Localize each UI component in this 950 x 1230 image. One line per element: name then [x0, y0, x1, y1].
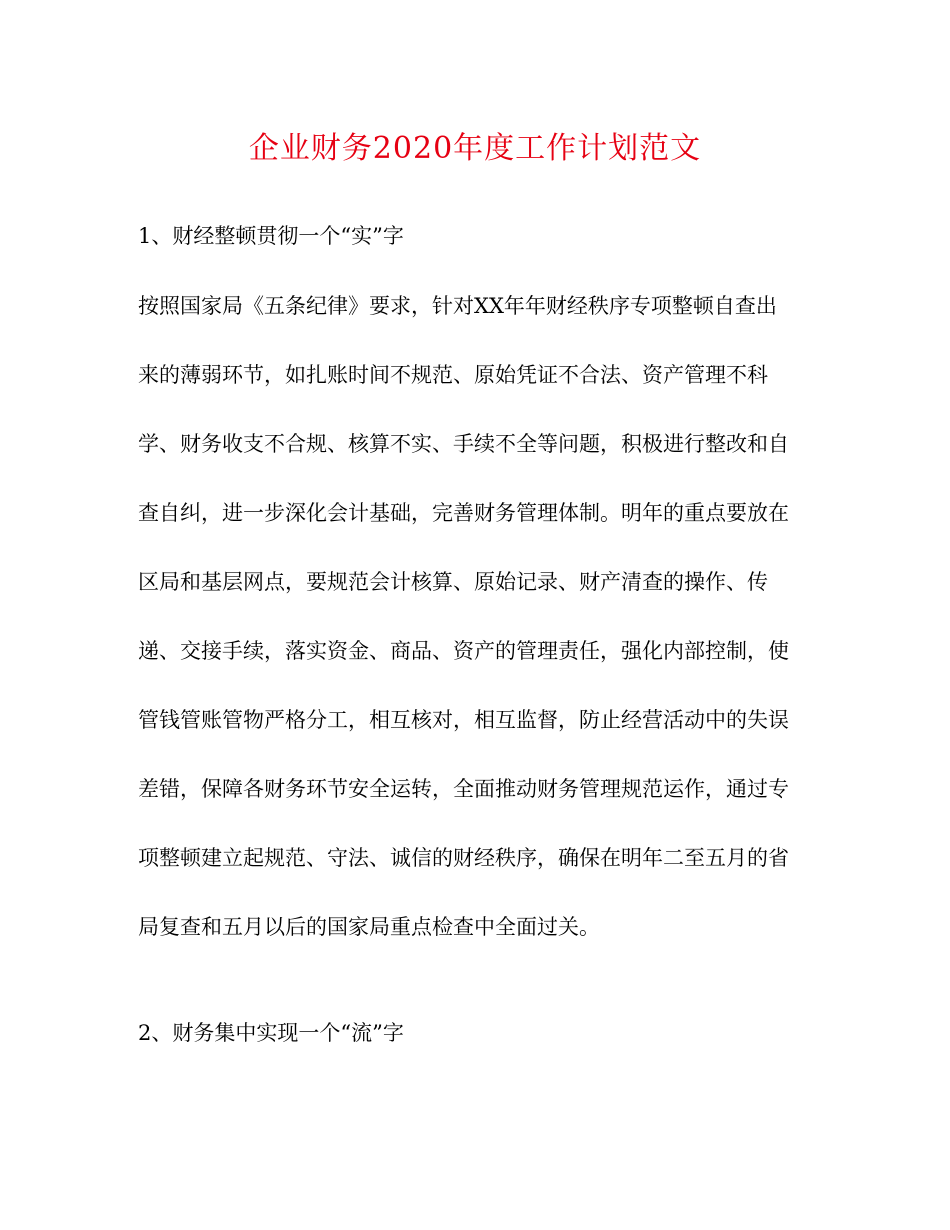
paragraph-line: 来的薄弱环节，如扎账时间不规范、原始凭证不合法、资产管理不科 [138, 363, 768, 387]
paragraph-line: 局复查和五月以后的国家局重点检查中全面过关。 [138, 915, 600, 939]
paragraph-line: 差错，保障各财务环节安全运转，全面推动财务管理规范运作，通过专 [138, 777, 789, 801]
paragraph-line: 项整顿建立起规范、守法、诚信的财经秩序，确保在明年二至五月的省 [138, 846, 789, 870]
paragraph-line: 管钱管账管物严格分工，相互核对，相互监督，防止经营活动中的失误 [138, 708, 789, 732]
section-2-heading: 2、财务集中实现一个“流”字 [138, 1021, 404, 1045]
paragraph-line: 区局和基层网点，要规范会计核算、原始记录、财产清查的操作、传 [138, 570, 768, 594]
paragraph-line: 学、财务收支不合规、核算不实、手续不全等问题，积极进行整改和自 [138, 432, 789, 456]
document-title: 企业财务2020年度工作计划范文 [248, 131, 702, 166]
section-1-heading: 1、财经整顿贯彻一个“实”字 [138, 224, 404, 248]
paragraph-line: 按照国家局《五条纪律》要求，针对XX年年财经秩序专项整顿自查出 [138, 294, 777, 318]
paragraph-line: 递、交接手续，落实资金、商品、资产的管理责任，强化内部控制，使 [138, 639, 789, 663]
paragraph-line: 查自纠，进一步深化会计基础，完善财务管理体制。明年的重点要放在 [138, 501, 789, 525]
